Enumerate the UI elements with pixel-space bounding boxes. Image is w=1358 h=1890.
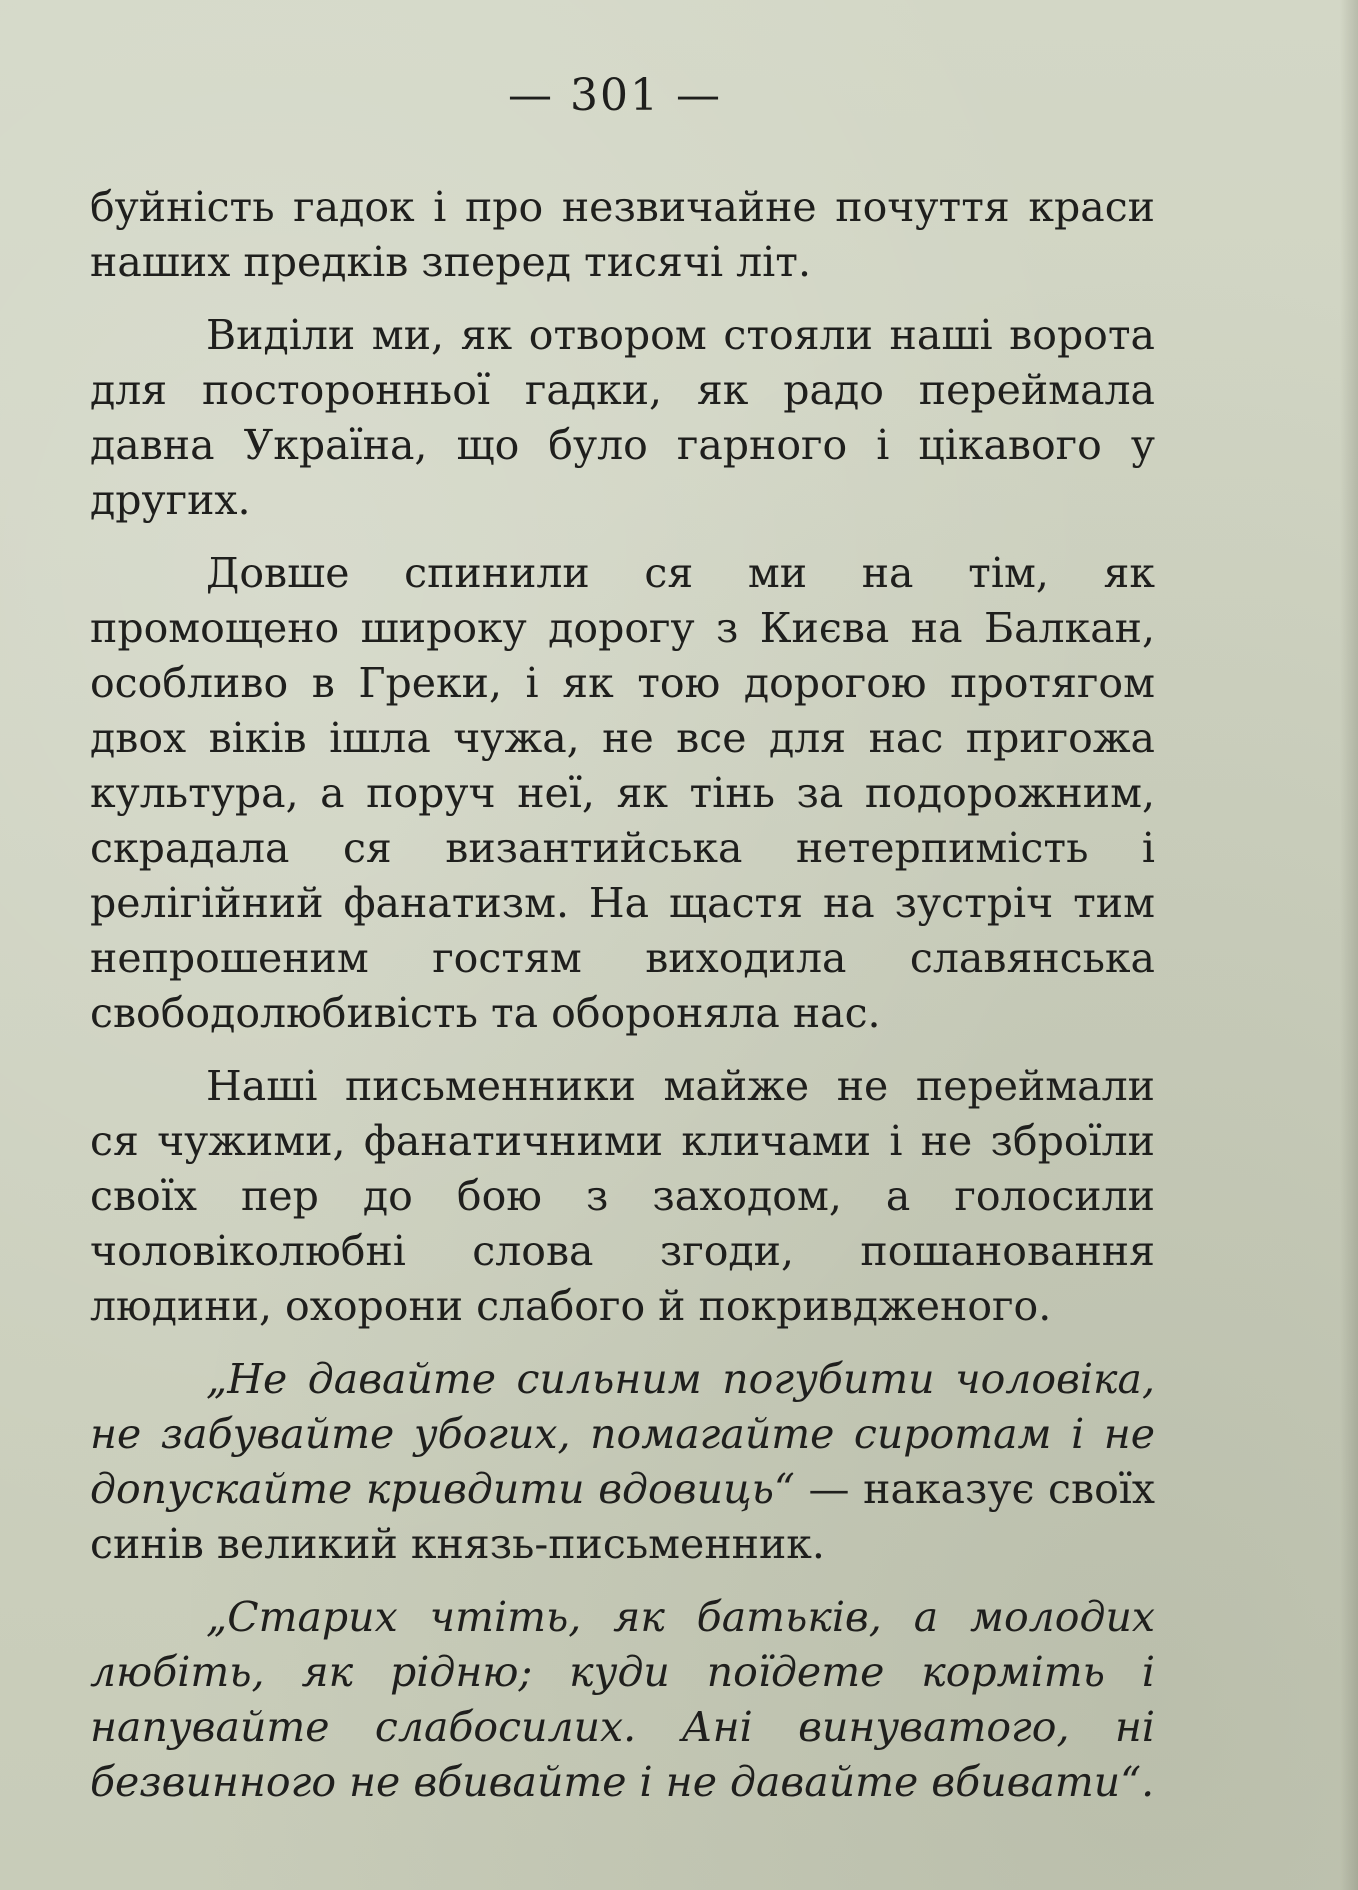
- body-text: [90, 180, 1155, 1828]
- quote-italic-text: „Не давайте сильним погубити чоловіка, не забувайте убогих, помагайте сиротам і не допускайте кривдити вдовиць“: [90, 1355, 1155, 1513]
- quote-attribution-text: — наказує своїх синів великий князь-письменник.: [90, 1465, 1155, 1568]
- paragraph-1: буйність гадок і про незвичайне почуття краси наших предків зперед тисячі літ.: [90, 183, 1155, 286]
- paragraph-2: Виділи ми, як отвором стояли наші ворота для посторонньої гадки, як радо переймала давна Україна, що було гарного і цікавого у других.: [90, 311, 1155, 524]
- quote-paragraph-1: [90, 1352, 1155, 1572]
- paragraph-4: Наші письменники майже не переймали ся чужими, фанатичними кличами і не зброїли своїх пер до бою з заходом, а голосили чоловіколюбні слова згоди, пошановання людини, охорони слабого й покривдженого.: [90, 1062, 1155, 1330]
- paragraph-3: Довше спинили ся ми на тім, як промощено широку дорогу з Києва на Балкан, особливо в Греки, і як тою дорогою протягом двох віків ішла чужа, не все для нас пригожа культура, а поруч неї, як тінь за подорожним, скрадала ся византийська нетерпимість і релігійний фанатизм. На щастя на зустріч тим непрошеним гостям виходила славянська свободолюбивість та обороняла нас.: [90, 549, 1155, 1037]
- page-number: — 301 —: [508, 70, 722, 121]
- quote-paragraph-2: „Старих чтіть, як батьків, а молодих любіть, як рідню; куди поїдете корміть і напувайте слабосилих. Ані винуватого, ні безвинного не вбивайте і не давайте вбивати“.: [90, 1593, 1155, 1806]
- page-edge-shadow: [1340, 0, 1358, 1890]
